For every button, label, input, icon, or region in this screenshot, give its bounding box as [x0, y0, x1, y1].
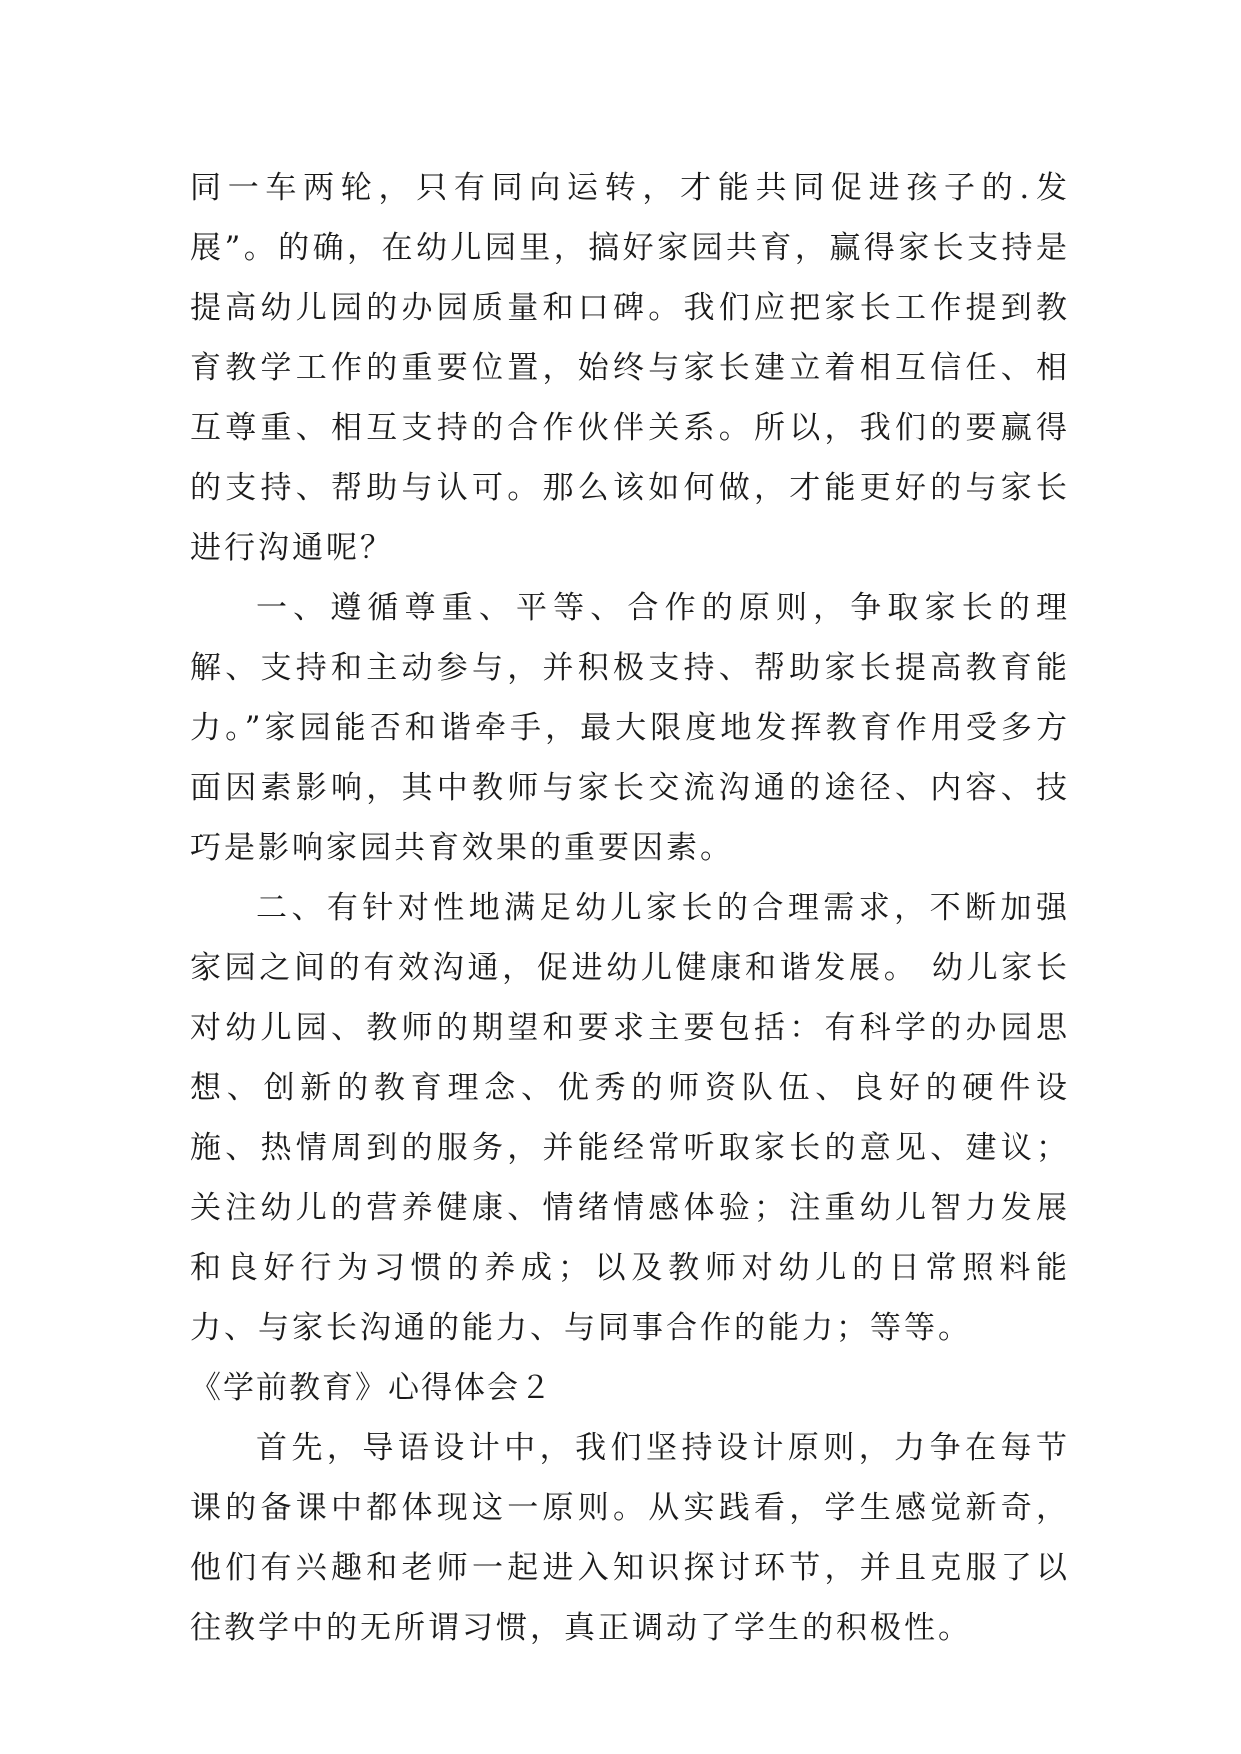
section-heading: 《学前教育》心得体会２	[190, 1370, 553, 1406]
paragraph-point-one: 一、遵循尊重、平等、合作的原则，争取家长的理解、支持和主动参与，并积极支持、帮助家长提高教育能力。”家园能否和谐牵手，最大限度地发挥教育作用受多方面因素影响，其中教师与家长交流沟通的途径、内容、技巧是影响家园共育效果的重要因素。	[190, 590, 1070, 866]
paragraph-section-two: 首先，导语设计中，我们坚持设计原则，力争在每节课的备课中都体现这一原则。从实践看，学生感觉新奇，他们有兴趣和老师一起进入知识探讨环节，并且克服了以往教学中的无所谓习惯，真正调动了学生的积极性。	[190, 1430, 1070, 1646]
document-body	[190, 158, 1070, 1658]
paragraph-point-two: 二、有针对性地满足幼儿家长的合理需求，不断加强家园之间的有效沟通，促进幼儿健康和谐发展。 幼儿家长对幼儿园、教师的期望和要求主要包括：有科学的办园思想、创新的教育理念、优秀的师资队伍、良好的硬件设施、热情周到的服务，并能经常听取家长的意见、建议；关注幼儿的营养健康、情绪情感体验；注重幼儿智力发展和良好行为习惯的养成；以及教师对幼儿的日常照料能力、与家长沟通的能力、与同事合作的能力；等等。	[190, 890, 1070, 1346]
paragraph-intro: 同一车两轮，只有同向运转，才能共同促进孩子的.发展”。的确，在幼儿园里，搞好家园共育，赢得家长支持是提高幼儿园的办园质量和口碑。我们应把家长工作提到教育教学工作的重要位置，始终与家长建立着相互信任、相互尊重、相互支持的合作伙伴关系。所以，我们的要赢得的支持、帮助与认可。那么该如何做，才能更好的与家长进行沟通呢？	[190, 170, 1070, 566]
